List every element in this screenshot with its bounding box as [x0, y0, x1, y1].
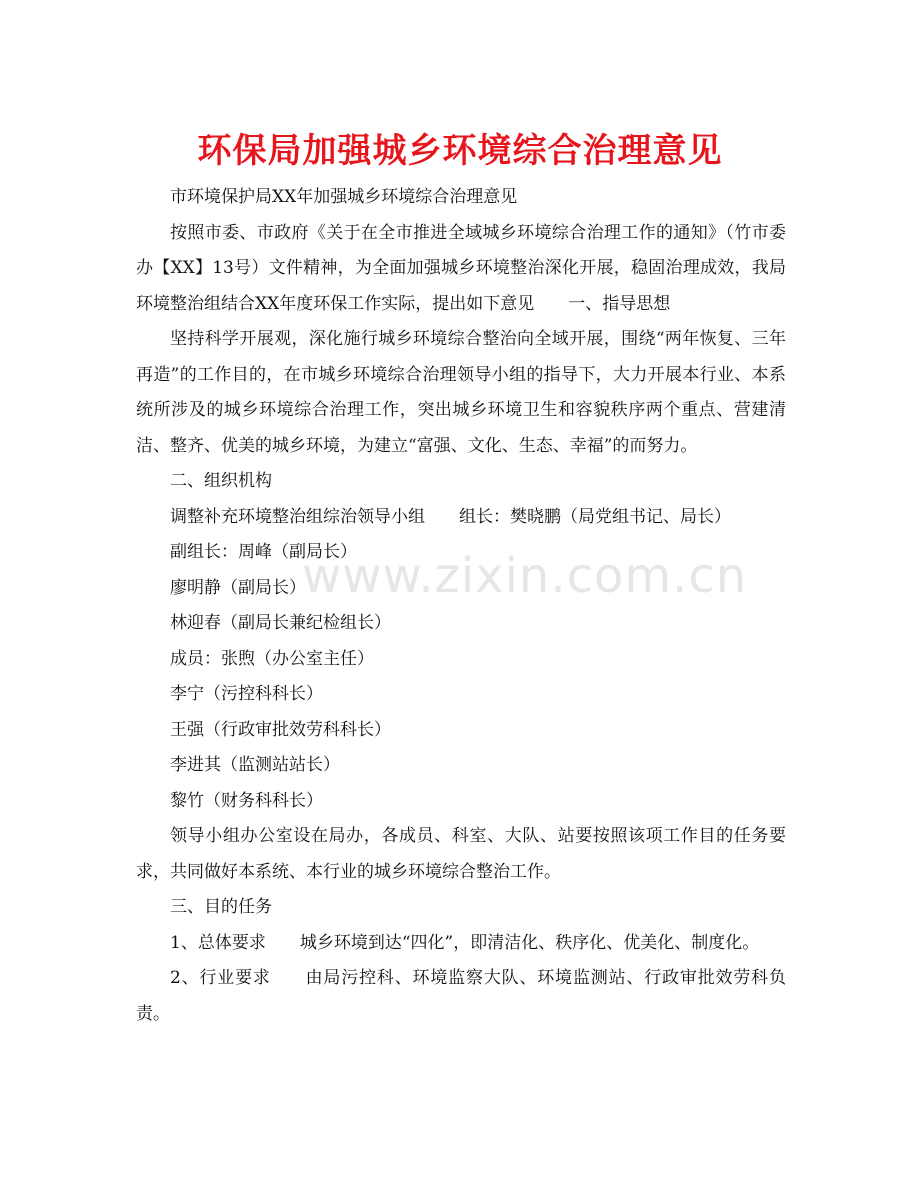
group-adjust-text: 调整补充环境整治组综治领导小组	[170, 506, 425, 527]
paragraph-overall-requirement	[136, 926, 786, 962]
member-text: 成员：张煦（办公室主任）	[170, 648, 374, 669]
member-text: 黎竹（财务科科长）	[170, 790, 323, 811]
paragraph-guiding	[136, 322, 786, 464]
paragraph-industry-requirement	[136, 961, 786, 1032]
tasks-heading-text: 三、目的任务	[170, 897, 272, 917]
document-title: 环保局加强城乡环境综合治理意见	[197, 131, 723, 171]
watermark-text: www.zixin.com.cn	[302, 548, 748, 604]
member-text: 李进其（监测站站长）	[170, 755, 340, 775]
document-body	[136, 180, 786, 1032]
member-text: 副组长：周峰（副局长）	[170, 542, 357, 562]
paragraph-intro	[136, 216, 786, 323]
member-line	[136, 677, 786, 713]
organization-heading-text: 二、组织机构	[170, 471, 272, 491]
member-line	[136, 642, 786, 678]
member-line	[136, 713, 786, 749]
section-heading-organization	[136, 464, 786, 500]
guiding-text: 坚持科学开展观，深化施行城乡环境综合整治向全域开展，围绕“两年恢复、三年再造”的工作目的，在市城乡环境综合治理领导小组的指导下，大力开展本行业、本系统所涉及的城乡环境综合治理工作，突出城乡环境卫生和容貌秩序两个重点、营建清洁、整齐、优美的城乡环境，为建立“富强、文化、生态、幸福”的而努力。	[136, 329, 786, 456]
industry-req-text: 由局污控科、环境监察大队、环境监测站、行政审批效劳科负责。	[136, 968, 786, 1024]
member-line	[136, 784, 786, 820]
section-heading-tasks	[136, 890, 786, 926]
member-text: 廖明静（副局长）	[170, 577, 306, 598]
paragraph-office	[136, 819, 786, 890]
overall-req-text: 城乡环境到达“四化”，即清洁化、秩序化、优美化、制度化。	[299, 932, 760, 953]
subtitle-text: 市环境保护局XX年加强城乡环境综合治理意见	[170, 187, 518, 207]
industry-req-label: 2、行业要求	[170, 968, 271, 988]
overall-req-label: 1、总体要求	[170, 932, 266, 953]
section-heading-guiding: 一、指导思想	[568, 293, 671, 314]
leader-text: 组长：樊晓鹏（局党组书记、局长）	[459, 506, 731, 527]
member-text: 林迎春（副局长兼纪检组长）	[170, 613, 391, 633]
office-text: 领导小组办公室设在局办，各成员、科室、大队、站要按照该项工作目的任务要求，共同做好本系统、本行业的城乡环境综合整治工作。	[136, 826, 786, 882]
member-text: 王强（行政审批效劳科科长）	[170, 719, 391, 740]
paragraph-subtitle	[136, 180, 786, 216]
member-line	[136, 606, 786, 642]
paragraph-leader	[136, 500, 786, 536]
member-text: 李宁（污控科科长）	[170, 684, 323, 704]
member-line	[136, 748, 786, 784]
intro-text: 按照市委、市政府《关于在全市推进全域城乡环境综合治理工作的通知》（竹市委办【XX】13号）文件精神，为全面加强城乡环境整治深化开展，稳固治理成效，我局环境整治组结合XX年度环保工作实际，提出如下意见	[136, 222, 786, 314]
